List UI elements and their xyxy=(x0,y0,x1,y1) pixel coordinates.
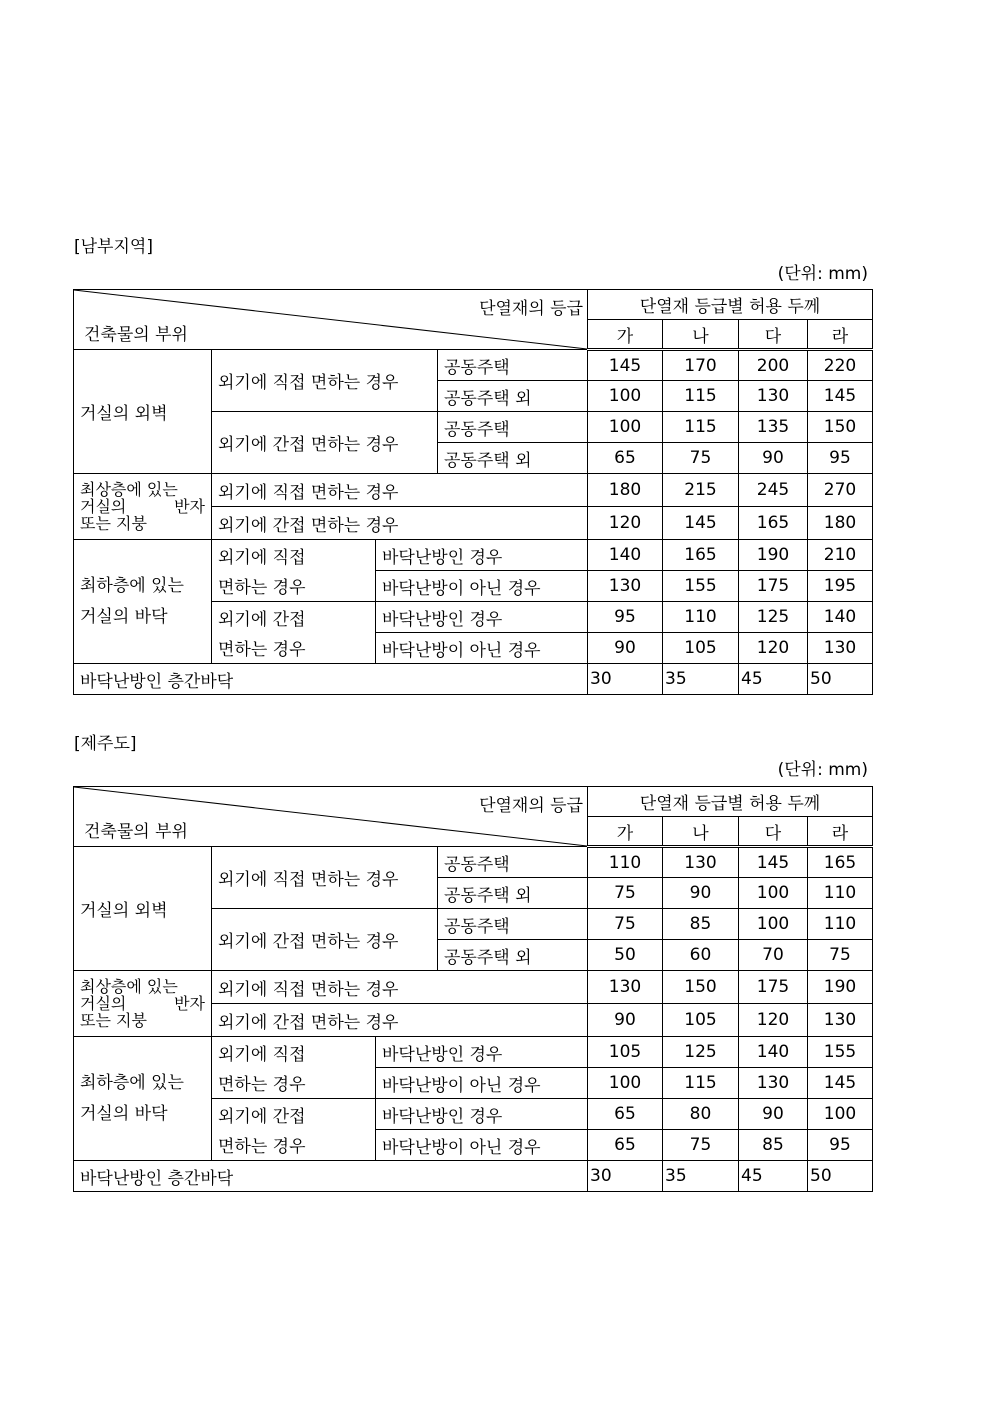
wall-direct-label: 외기에 직접 면하는 경우 xyxy=(212,847,438,909)
grade-ra: 라 xyxy=(808,320,873,350)
floor-label-line: 거실의 바닥 xyxy=(80,606,168,627)
roof-label-line: 또는 지붕 xyxy=(80,1011,147,1030)
floor-label xyxy=(74,1037,212,1161)
section-title: [제주도] xyxy=(74,734,137,754)
value-cell: 170 xyxy=(663,350,739,381)
value-cell: 115 xyxy=(663,412,739,443)
value-cell: 70 xyxy=(739,940,808,971)
roof-label xyxy=(74,474,212,540)
value-cell: 65 xyxy=(588,443,663,474)
value-cell: 80 xyxy=(663,1099,739,1130)
value-cell: 120 xyxy=(588,507,663,540)
value-cell: 90 xyxy=(588,1004,663,1037)
value-cell: 145 xyxy=(663,507,739,540)
value-cell: 175 xyxy=(739,971,808,1004)
value-cell: 50 xyxy=(808,1161,873,1192)
table-row xyxy=(74,540,873,571)
value-cell: 125 xyxy=(739,602,808,633)
value-cell: 45 xyxy=(739,1161,808,1192)
grade-na: 나 xyxy=(663,817,739,847)
value-cell: 95 xyxy=(588,602,663,633)
value-cell: 130 xyxy=(739,1068,808,1099)
grade-na: 나 xyxy=(663,320,739,350)
value-cell: 30 xyxy=(588,1161,663,1192)
apt-label: 공동주택 xyxy=(438,909,588,940)
value-cell: 130 xyxy=(588,971,663,1004)
value-cell: 145 xyxy=(808,381,873,412)
value-cell: 175 xyxy=(739,571,808,602)
value-cell: 145 xyxy=(588,350,663,381)
value-cell: 115 xyxy=(663,381,739,412)
grade-ra: 라 xyxy=(808,817,873,847)
table-row xyxy=(74,350,873,381)
value-cell: 50 xyxy=(588,940,663,971)
floor-label-line: 최하층에 있는 xyxy=(80,575,184,596)
value-cell: 270 xyxy=(808,474,873,507)
floor-direct-label: 면하는 경우 xyxy=(212,1068,376,1099)
table-row xyxy=(74,474,873,507)
grade-da: 다 xyxy=(739,320,808,350)
roof-label-line: 반자 xyxy=(174,994,205,1013)
value-cell: 245 xyxy=(739,474,808,507)
floor-label-line: 최하층에 있는 xyxy=(80,1072,184,1093)
table-row xyxy=(74,847,873,878)
value-cell: 90 xyxy=(739,443,808,474)
building-part-label: 건축물의 부위 xyxy=(84,822,188,842)
roof-indirect-label: 외기에 간접 면하는 경우 xyxy=(212,507,588,540)
floor-indirect-label: 외기에 간접 xyxy=(212,1099,376,1130)
building-part-label: 건축물의 부위 xyxy=(84,325,188,345)
not-heated-label: 바닥난방이 아닌 경우 xyxy=(376,1130,588,1161)
roof-label-line: 또는 지붕 xyxy=(80,514,147,533)
value-cell: 180 xyxy=(588,474,663,507)
insulation-grade-label: 단열재의 등급 xyxy=(479,299,583,319)
value-cell: 155 xyxy=(808,1037,873,1068)
thickness-header: 단열재 등급별 허용 두께 xyxy=(588,290,873,320)
wall-label: 거실의 외벽 xyxy=(74,847,212,971)
value-cell: 75 xyxy=(588,878,663,909)
value-cell: 95 xyxy=(808,1130,873,1161)
interfloor-label: 바닥난방인 층간바닥 xyxy=(74,664,588,695)
not-heated-label: 바닥난방이 아닌 경우 xyxy=(376,633,588,664)
roof-label-line: 거실의 xyxy=(80,497,127,516)
section-title: [남부지역] xyxy=(74,237,153,257)
value-cell: 100 xyxy=(739,878,808,909)
value-cell: 140 xyxy=(588,540,663,571)
value-cell: 140 xyxy=(808,602,873,633)
roof-label-line: 거실의 xyxy=(80,994,127,1013)
heated-label: 바닥난방인 경우 xyxy=(376,540,588,571)
value-cell: 105 xyxy=(588,1037,663,1068)
value-cell: 150 xyxy=(663,971,739,1004)
floor-indirect-label: 외기에 간접 xyxy=(212,602,376,633)
heated-label: 바닥난방인 경우 xyxy=(376,1037,588,1068)
value-cell: 110 xyxy=(588,847,663,878)
floor-indirect-label: 면하는 경우 xyxy=(212,633,376,664)
wall-indirect-label: 외기에 간접 면하는 경우 xyxy=(212,412,438,474)
value-cell: 195 xyxy=(808,571,873,602)
not-heated-label: 바닥난방이 아닌 경우 xyxy=(376,571,588,602)
table-row xyxy=(74,664,873,695)
value-cell: 45 xyxy=(739,664,808,695)
value-cell: 215 xyxy=(663,474,739,507)
thickness-header: 단열재 등급별 허용 두께 xyxy=(588,787,873,817)
value-cell: 140 xyxy=(739,1037,808,1068)
not-heated-label: 바닥난방이 아닌 경우 xyxy=(376,1068,588,1099)
value-cell: 110 xyxy=(808,909,873,940)
value-cell: 90 xyxy=(739,1099,808,1130)
table-row xyxy=(74,1161,873,1192)
value-cell: 105 xyxy=(663,633,739,664)
unit-label: (단위: mm) xyxy=(777,264,868,284)
value-cell: 190 xyxy=(808,971,873,1004)
floor-direct-label: 외기에 직접 xyxy=(212,1037,376,1068)
unit-label: (단위: mm) xyxy=(777,760,868,780)
roof-indirect-label: 외기에 간접 면하는 경우 xyxy=(212,1004,588,1037)
table-row xyxy=(74,971,873,1004)
value-cell: 130 xyxy=(663,847,739,878)
apt-label: 공동주택 xyxy=(438,847,588,878)
value-cell: 200 xyxy=(739,350,808,381)
floor-label-line: 거실의 바닥 xyxy=(80,1103,168,1124)
value-cell: 75 xyxy=(663,443,739,474)
heated-label: 바닥난방인 경우 xyxy=(376,1099,588,1130)
value-cell: 90 xyxy=(663,878,739,909)
value-cell: 130 xyxy=(808,633,873,664)
value-cell: 65 xyxy=(588,1130,663,1161)
wall-indirect-label: 외기에 간접 면하는 경우 xyxy=(212,909,438,971)
value-cell: 100 xyxy=(588,1068,663,1099)
non-apt-label: 공동주택 외 xyxy=(438,381,588,412)
value-cell: 85 xyxy=(663,909,739,940)
insulation-table xyxy=(73,289,873,695)
value-cell: 50 xyxy=(808,664,873,695)
roof-direct-label: 외기에 직접 면하는 경우 xyxy=(212,474,588,507)
value-cell: 120 xyxy=(739,1004,808,1037)
interfloor-label: 바닥난방인 층간바닥 xyxy=(74,1161,588,1192)
value-cell: 100 xyxy=(588,412,663,443)
value-cell: 110 xyxy=(808,878,873,909)
roof-label xyxy=(74,971,212,1037)
value-cell: 220 xyxy=(808,350,873,381)
value-cell: 210 xyxy=(808,540,873,571)
value-cell: 115 xyxy=(663,1068,739,1099)
value-cell: 35 xyxy=(663,1161,739,1192)
roof-label-line: 최상층에 있는 xyxy=(80,977,178,996)
grade-ga: 가 xyxy=(588,320,663,350)
value-cell: 30 xyxy=(588,664,663,695)
floor-indirect-label: 면하는 경우 xyxy=(212,1130,376,1161)
grade-da: 다 xyxy=(739,817,808,847)
value-cell: 165 xyxy=(739,507,808,540)
non-apt-label: 공동주택 외 xyxy=(438,443,588,474)
value-cell: 85 xyxy=(739,1130,808,1161)
grade-ga: 가 xyxy=(588,817,663,847)
insulation-table xyxy=(73,786,873,1192)
value-cell: 135 xyxy=(739,412,808,443)
value-cell: 35 xyxy=(663,664,739,695)
value-cell: 105 xyxy=(663,1004,739,1037)
value-cell: 180 xyxy=(808,507,873,540)
value-cell: 130 xyxy=(808,1004,873,1037)
value-cell: 190 xyxy=(739,540,808,571)
header-row xyxy=(74,290,873,320)
value-cell: 130 xyxy=(739,381,808,412)
apt-label: 공동주택 xyxy=(438,412,588,443)
value-cell: 75 xyxy=(588,909,663,940)
floor-direct-label: 면하는 경우 xyxy=(212,571,376,602)
value-cell: 100 xyxy=(588,381,663,412)
value-cell: 65 xyxy=(588,1099,663,1130)
value-cell: 150 xyxy=(808,412,873,443)
floor-label xyxy=(74,540,212,664)
insulation-grade-label: 단열재의 등급 xyxy=(479,796,583,816)
header-row xyxy=(74,787,873,817)
value-cell: 165 xyxy=(808,847,873,878)
value-cell: 100 xyxy=(808,1099,873,1130)
value-cell: 95 xyxy=(808,443,873,474)
value-cell: 130 xyxy=(588,571,663,602)
value-cell: 100 xyxy=(739,909,808,940)
wall-label: 거실의 외벽 xyxy=(74,350,212,474)
roof-label-line: 최상층에 있는 xyxy=(80,480,178,499)
value-cell: 120 xyxy=(739,633,808,664)
value-cell: 145 xyxy=(739,847,808,878)
table-row xyxy=(74,1037,873,1068)
value-cell: 125 xyxy=(663,1037,739,1068)
floor-direct-label: 외기에 직접 xyxy=(212,540,376,571)
non-apt-label: 공동주택 외 xyxy=(438,940,588,971)
heated-label: 바닥난방인 경우 xyxy=(376,602,588,633)
diagonal-header-cell xyxy=(74,787,588,847)
wall-direct-label: 외기에 직접 면하는 경우 xyxy=(212,350,438,412)
value-cell: 60 xyxy=(663,940,739,971)
value-cell: 155 xyxy=(663,571,739,602)
value-cell: 75 xyxy=(808,940,873,971)
roof-direct-label: 외기에 직접 면하는 경우 xyxy=(212,971,588,1004)
roof-label-line: 반자 xyxy=(174,497,205,516)
value-cell: 75 xyxy=(663,1130,739,1161)
apt-label: 공동주택 xyxy=(438,350,588,381)
value-cell: 90 xyxy=(588,633,663,664)
value-cell: 110 xyxy=(663,602,739,633)
value-cell: 165 xyxy=(663,540,739,571)
non-apt-label: 공동주택 외 xyxy=(438,878,588,909)
diagonal-header-cell xyxy=(74,290,588,350)
value-cell: 145 xyxy=(808,1068,873,1099)
